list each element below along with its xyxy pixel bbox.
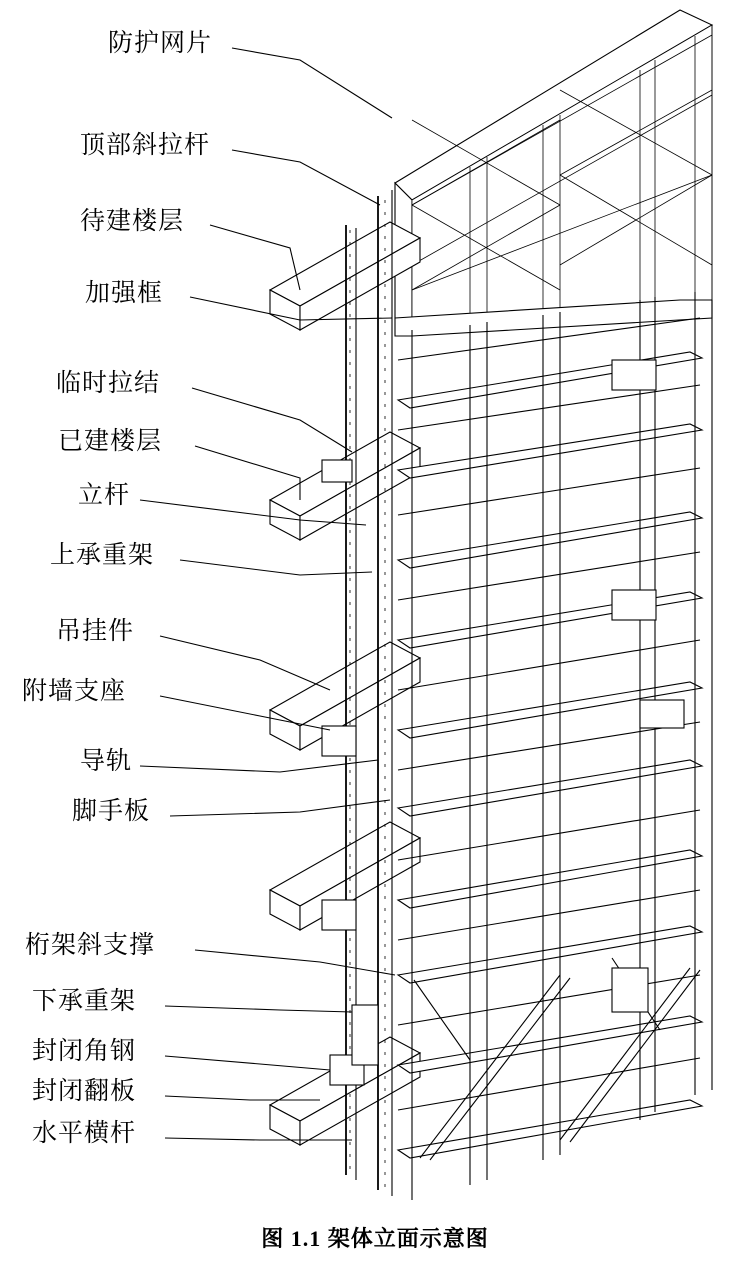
- label-temporary-tie: 临时拉结: [56, 370, 161, 397]
- label-guide-rail: 导轨: [80, 748, 133, 775]
- label-closing-angle-steel: 封闭角钢: [32, 1038, 137, 1065]
- label-hanger-part: 吊挂件: [56, 618, 135, 645]
- figure-caption: 图 1.1 架体立面示意图: [261, 1226, 489, 1251]
- label-top-diagonal-brace: 顶部斜拉杆: [80, 132, 211, 159]
- label-horizontal-rail: 水平横杆: [32, 1120, 137, 1147]
- label-upper-load-frame: 上承重架: [50, 542, 155, 569]
- label-completed-floor: 已建楼层: [58, 428, 163, 455]
- label-floor-under-construction: 待建楼层: [80, 208, 185, 235]
- protective-mesh-panels: [395, 10, 712, 330]
- label-closing-flap-plate: 封闭翻板: [32, 1078, 137, 1105]
- label-vertical-post: 立杆: [78, 482, 131, 509]
- scaffold-platform-decks: [395, 300, 712, 1158]
- label-reinforcing-frame: 加强框: [85, 280, 164, 307]
- label-wall-bracket: 附墙支座: [22, 678, 127, 705]
- label-truss-diagonal-support: 桁架斜支撑: [25, 932, 156, 959]
- label-scaffold-board: 脚手板: [72, 798, 151, 825]
- label-protective-mesh: 防护网片: [108, 30, 213, 57]
- building-floor-slabs: [270, 222, 420, 1145]
- label-lower-load-frame: 下承重架: [32, 988, 137, 1015]
